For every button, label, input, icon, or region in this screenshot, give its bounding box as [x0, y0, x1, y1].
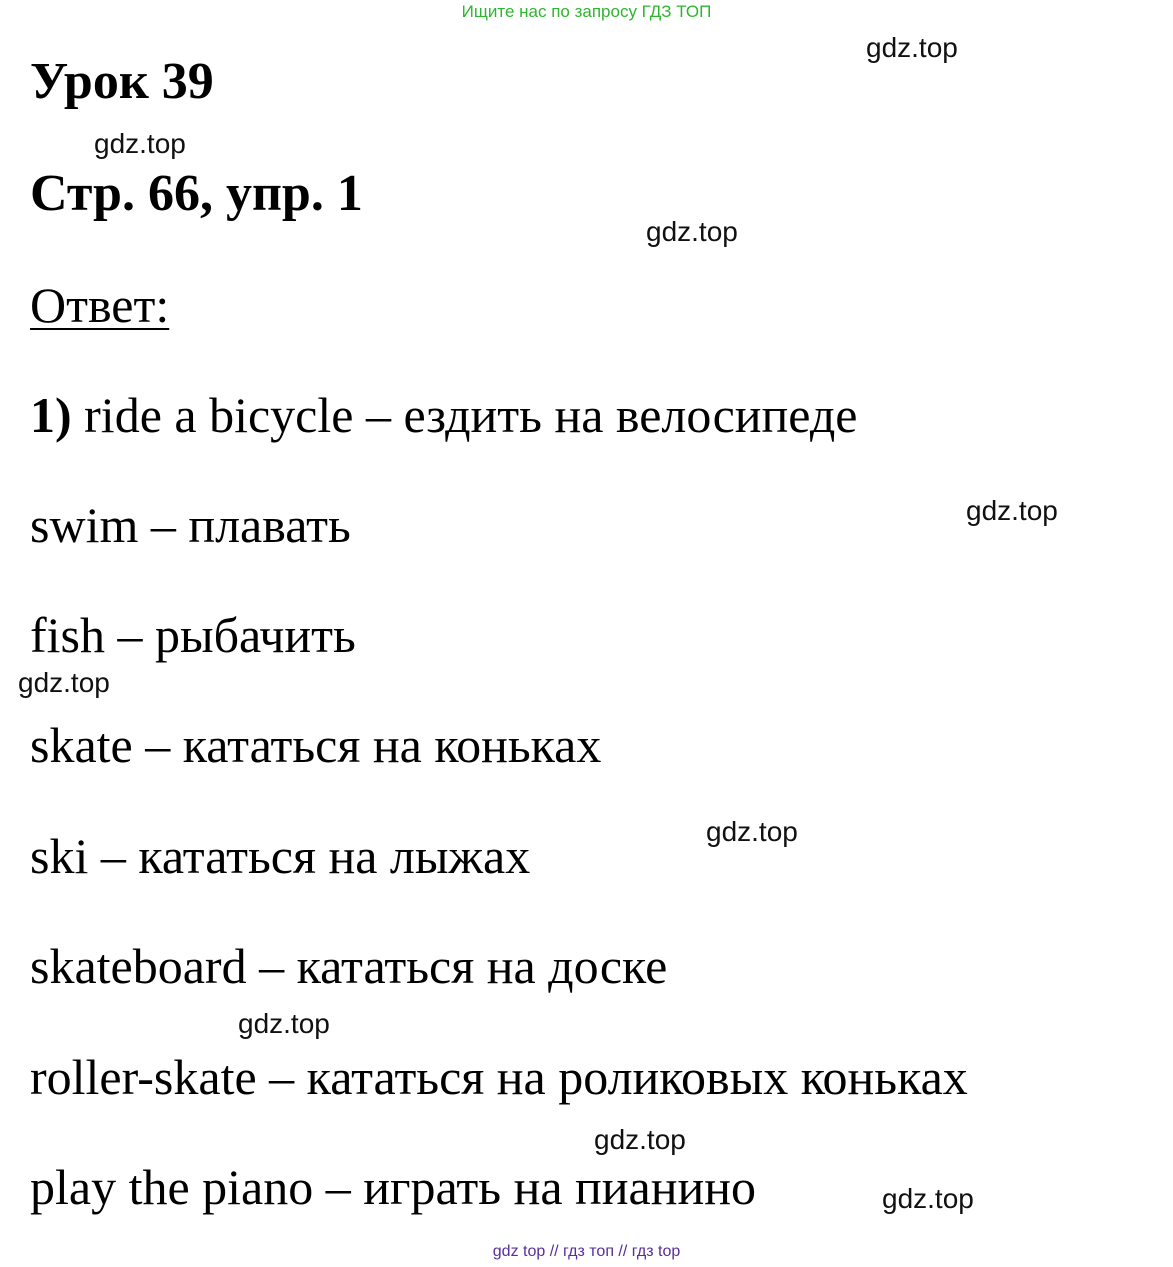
answer-line-6: skateboard – кататься на доске [30, 938, 668, 994]
answer-line-2: swim – плавать [30, 497, 351, 553]
top-banner[interactable]: Ищите нас по запросу ГДЗ ТОП [461, 2, 712, 21]
watermark: gdz.top [238, 1008, 330, 1039]
answer-line-4: skate – кататься на коньках [30, 717, 602, 773]
watermark: gdz.top [882, 1183, 974, 1214]
item-text: ride a bicycle – ездить на велосипеде [84, 387, 858, 443]
watermark: gdz.top [94, 128, 186, 159]
footer-links[interactable]: gdz top // гдз топ // гдз top [492, 1243, 681, 1260]
lesson-title: Урок 39 [30, 53, 214, 110]
watermark: gdz.top [966, 495, 1058, 526]
answer-line-7: roller-skate – кататься на роликовых коньках [30, 1049, 968, 1105]
watermark: gdz.top [594, 1124, 686, 1155]
answer-label: Ответ: [30, 277, 170, 333]
watermark: gdz.top [706, 816, 798, 847]
item-number: 1) [30, 387, 72, 443]
exercise-reference: Стр. 66, упр. 1 [30, 165, 363, 222]
answer-line-8: play the piano – играть на пианино [30, 1159, 757, 1215]
watermark: gdz.top [866, 32, 958, 63]
answer-line-5: ski – кататься на лыжах [30, 828, 531, 884]
watermark: gdz.top [18, 667, 110, 698]
answer-line-3: fish – рыбачить [30, 607, 356, 663]
answer-line-1 [30, 387, 858, 443]
watermark: gdz.top [646, 216, 738, 247]
